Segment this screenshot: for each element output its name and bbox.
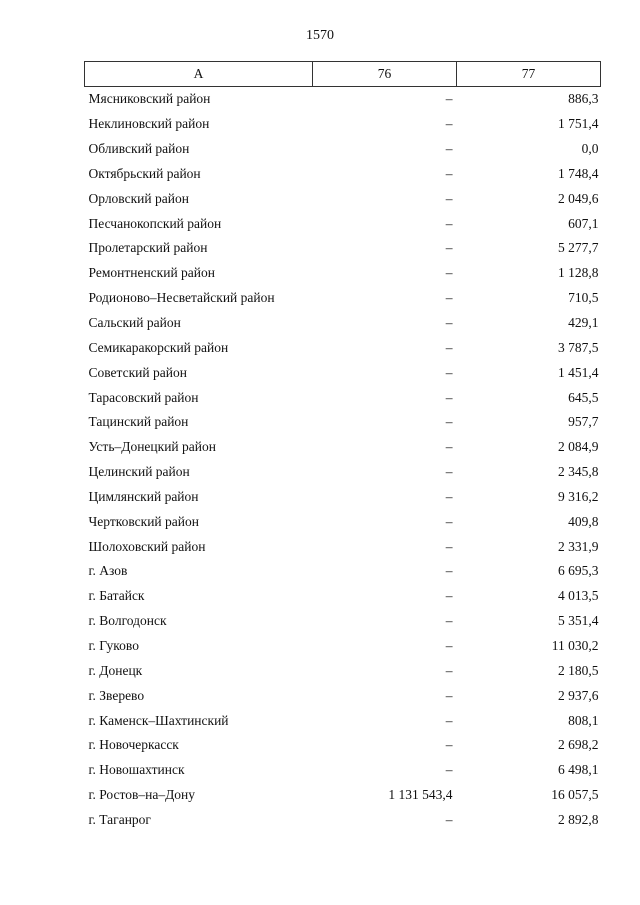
row-name-cell: г. Зверево	[88, 687, 145, 703]
row-value-76-cell: –	[445, 538, 453, 554]
row-value-77-cell: 0,0	[581, 141, 599, 157]
row-value-77-cell: 5 351,4	[558, 613, 599, 629]
row-value-76-cell: –	[445, 637, 453, 653]
table-row	[85, 634, 601, 659]
row-value-76-cell: 1 131 543,4	[388, 787, 453, 803]
row-value-77-cell: 2 049,6	[558, 190, 599, 206]
row-value-76-cell: –	[445, 737, 453, 753]
table-row	[85, 509, 601, 534]
row-value-76-cell: –	[445, 439, 453, 455]
table-row	[85, 410, 601, 435]
table-row	[85, 236, 601, 261]
row-value-77-cell: 1 748,4	[558, 165, 599, 181]
row-value-77-cell: 409,8	[568, 513, 599, 529]
row-value-77-cell: 2 180,5	[558, 662, 599, 678]
row-value-76-cell: –	[445, 488, 453, 504]
table-row	[85, 783, 601, 808]
row-name-cell: г. Каменск–Шахтинский	[88, 712, 229, 728]
row-value-77-cell: 9 316,2	[558, 488, 599, 504]
data-table	[84, 61, 601, 832]
row-name-cell: Родионово–Несветайский район	[88, 290, 275, 306]
row-value-76-cell: –	[445, 315, 453, 331]
row-value-76-cell: –	[445, 712, 453, 728]
table-row	[85, 807, 601, 832]
row-name-cell: Песчанокопский район	[88, 215, 222, 231]
table-row	[85, 360, 601, 385]
row-name-cell: Обливский район	[88, 141, 190, 157]
row-name-cell: Неклиновский район	[88, 116, 210, 132]
row-value-77-cell: 6 498,1	[558, 762, 599, 778]
table-row	[85, 211, 601, 236]
row-name-cell: Октябрьский район	[88, 165, 201, 181]
table-row	[85, 460, 601, 485]
table-row	[85, 186, 601, 211]
table-row	[85, 584, 601, 609]
row-value-77-cell: 1 751,4	[558, 116, 599, 132]
table-row	[85, 335, 601, 360]
table-row	[85, 609, 601, 634]
row-name-cell: Семикаракорский район	[88, 339, 229, 355]
row-name-cell: Целинский район	[88, 464, 190, 480]
table-row	[85, 758, 601, 783]
row-value-76-cell: –	[445, 762, 453, 778]
row-value-77-cell: 2 345,8	[558, 464, 599, 480]
row-name-cell: Пролетарский район	[88, 240, 208, 256]
table-header-row	[85, 62, 601, 87]
row-name-cell: г. Таганрог	[88, 811, 151, 827]
column-header-76: 76	[313, 62, 457, 87]
row-value-76-cell: –	[445, 190, 453, 206]
row-value-77-cell: 886,3	[568, 91, 599, 107]
column-header-a: А	[85, 62, 313, 87]
row-value-77-cell: 710,5	[568, 290, 599, 306]
row-value-76-cell: –	[445, 662, 453, 678]
table-row	[85, 534, 601, 559]
table-row	[85, 311, 601, 336]
table-row	[85, 112, 601, 137]
row-name-cell: Тацинский район	[88, 414, 189, 430]
table-row	[85, 683, 601, 708]
row-name-cell: г. Батайск	[88, 588, 145, 604]
table-row	[85, 385, 601, 410]
row-value-77-cell: 957,7	[568, 414, 599, 430]
table-row	[85, 87, 601, 112]
row-value-76-cell: –	[445, 290, 453, 306]
row-value-76-cell: –	[445, 464, 453, 480]
row-name-cell: Советский район	[88, 364, 187, 380]
row-value-77-cell: 2 937,6	[558, 687, 599, 703]
row-name-cell: Орловский район	[88, 190, 189, 206]
table-row	[85, 435, 601, 460]
row-value-76-cell: –	[445, 563, 453, 579]
table-body	[85, 87, 601, 833]
row-value-76-cell: –	[445, 613, 453, 629]
row-value-76-cell: –	[445, 116, 453, 132]
table-row	[85, 485, 601, 510]
row-name-cell: Ремонтненский район	[88, 265, 215, 281]
row-name-cell: Чертковский район	[88, 513, 199, 529]
row-value-77-cell: 6 695,3	[558, 563, 599, 579]
row-value-76-cell: –	[445, 91, 453, 107]
row-value-77-cell: 1 128,8	[558, 265, 599, 281]
row-value-77-cell: 4 013,5	[558, 588, 599, 604]
row-value-77-cell: 645,5	[568, 389, 599, 405]
table-row	[85, 658, 601, 683]
row-name-cell: Шолоховский район	[88, 538, 206, 554]
row-name-cell: Мясниковский район	[88, 91, 211, 107]
row-value-77-cell: 3 787,5	[558, 339, 599, 355]
table-row	[85, 708, 601, 733]
row-value-76-cell: –	[445, 811, 453, 827]
row-value-77-cell: 5 277,7	[558, 240, 599, 256]
row-value-76-cell: –	[445, 389, 453, 405]
row-name-cell: Цимлянский район	[88, 488, 199, 504]
row-name-cell: г. Волгодонск	[88, 613, 167, 629]
table-row	[85, 559, 601, 584]
row-name-cell: Усть–Донецкий район	[88, 439, 216, 455]
row-name-cell: г. Гуково	[88, 637, 139, 653]
row-name-cell: г. Новошахтинск	[88, 762, 185, 778]
table-row	[85, 261, 601, 286]
row-value-77-cell: 2 331,9	[558, 538, 599, 554]
row-value-77-cell: 16 057,5	[551, 787, 599, 803]
column-header-77: 77	[457, 62, 601, 87]
row-value-76-cell: –	[445, 414, 453, 430]
row-name-cell: г. Ростов–на–Дону	[88, 787, 196, 803]
row-value-77-cell: 2 892,8	[558, 811, 599, 827]
row-value-76-cell: –	[445, 588, 453, 604]
table-row	[85, 137, 601, 162]
row-value-77-cell: 2 084,9	[558, 439, 599, 455]
row-value-77-cell: 11 030,2	[551, 637, 599, 653]
row-value-76-cell: –	[445, 165, 453, 181]
row-value-77-cell: 429,1	[568, 315, 599, 331]
row-value-77-cell: 808,1	[568, 712, 599, 728]
row-name-cell: г. Донецк	[88, 662, 143, 678]
table-row	[85, 286, 601, 311]
row-value-76-cell: –	[445, 687, 453, 703]
row-name-cell: Сальский район	[88, 315, 181, 331]
row-value-76-cell: –	[445, 265, 453, 281]
row-value-76-cell: –	[445, 339, 453, 355]
row-value-76-cell: –	[445, 215, 453, 231]
row-name-cell: Тарасовский район	[88, 389, 199, 405]
row-value-76-cell: –	[445, 513, 453, 529]
page-number: 1570	[306, 28, 334, 43]
row-name-cell: г. Новочеркасск	[88, 737, 179, 753]
row-value-77-cell: 2 698,2	[558, 737, 599, 753]
row-value-76-cell: –	[445, 240, 453, 256]
row-name-cell: г. Азов	[88, 563, 128, 579]
row-value-76-cell: –	[445, 141, 453, 157]
row-value-76-cell: –	[445, 364, 453, 380]
table-row	[85, 162, 601, 187]
table-row	[85, 733, 601, 758]
row-value-77-cell: 607,1	[568, 215, 599, 231]
row-value-77-cell: 1 451,4	[558, 364, 599, 380]
